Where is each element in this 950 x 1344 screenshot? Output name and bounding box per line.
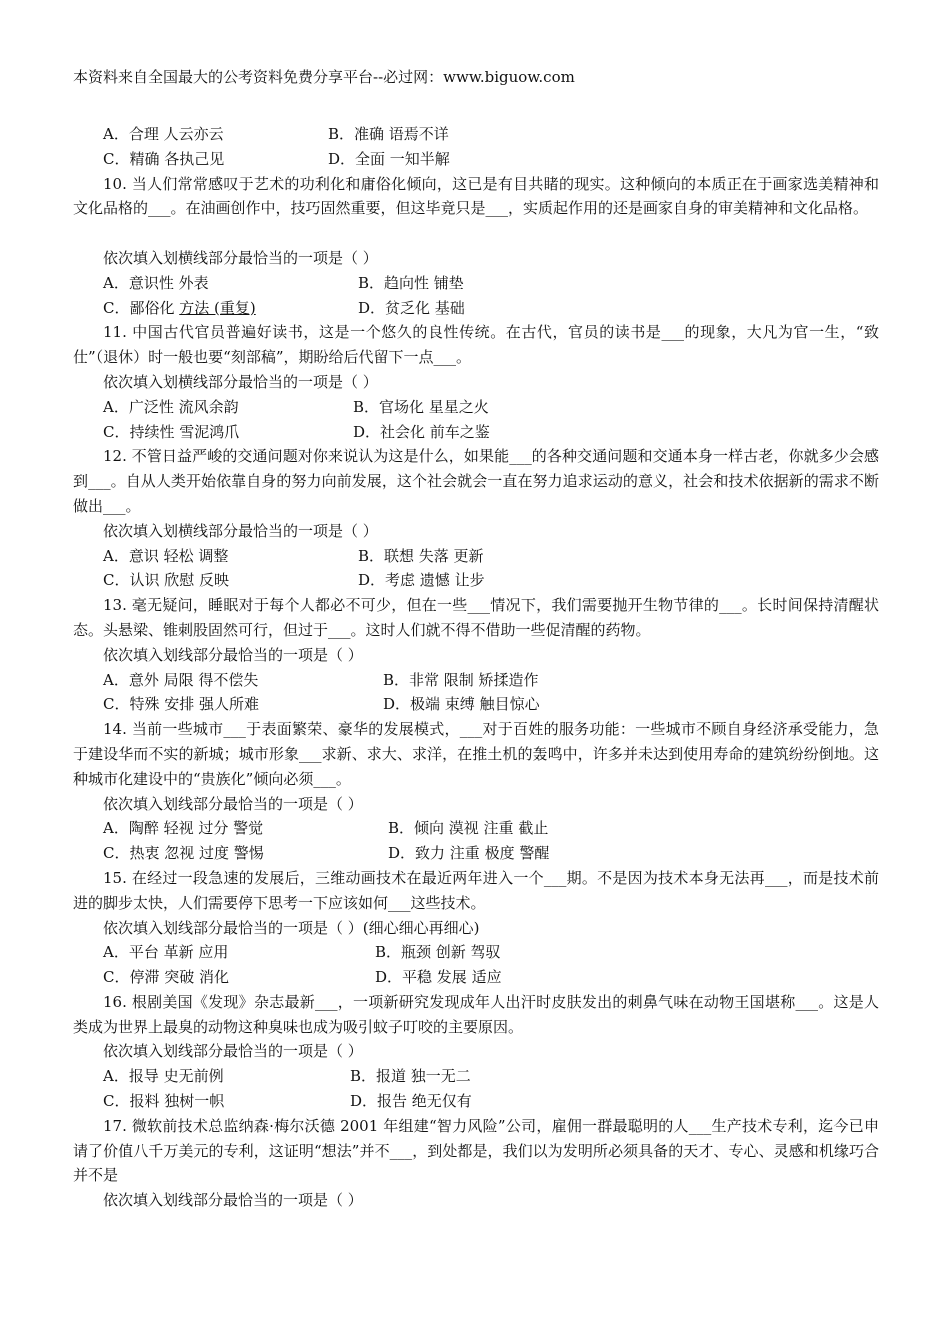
- answer-option: D．社会化 前车之鉴: [353, 422, 490, 441]
- answer-option: B．报道 独一无二: [350, 1067, 471, 1086]
- answer-option: A．合理 人云亦云: [103, 125, 224, 143]
- option-row: [73, 692, 879, 717]
- answer-option: B．联想 失落 更新: [358, 546, 484, 565]
- question-prompt: 依次填入划线部分最恰当的一项是（ ）(细心细心再细心): [103, 918, 480, 937]
- page-header: 本资料来自全国最大的公考资料免费分享平台--必过网：www.biguow.com: [73, 68, 575, 86]
- question-text: 15. 在经过一段急速的发展后，三维动画技术在最近两年进入一个___期。不是因为技术本身无法再___，而是技术前进的脚步太快，人们需要停下思考一下应该如何___这些技术。: [73, 868, 879, 912]
- question-text: 10. 当人们常常感叹于艺术的功利化和庸俗化倾向，这已是有目共睹的现实。这种倾向的本质正在于画家选美精神和文化品格的___。在油画创作中，技巧固然重要，但这毕竟只是___，实质起作用的还是画家自身的审美精神和文化品格。: [73, 174, 879, 218]
- option-row: [73, 1089, 879, 1114]
- question-text: 11. 中国古代官员普遍好读书，这是一个悠久的良性传统。在古代，官员的读书是___的现象，大凡为官一生，“致仕”（退休）时一般也要“刻部稿”，期盼给后代留下一点___。: [73, 323, 879, 367]
- underlined-answer: 方法 (重复): [179, 298, 256, 317]
- question-prompt: 依次填入划线部分最恰当的一项是（ ）: [103, 794, 363, 813]
- answer-option: C．精确 各执己见: [103, 149, 225, 168]
- answer-option: D．极端 束缚 触目惊心: [383, 695, 540, 714]
- option-row: [73, 544, 879, 569]
- question-prompt: 依次填入划横线部分最恰当的一项是（ ）: [103, 372, 378, 391]
- answer-option: C．认识 欣慰 反映: [103, 571, 230, 590]
- question-text: 17. 微软前技术总监纳森·梅尔沃德 2001 年组建“智力风险”公司，雇佣一群最聪明的人___生产技术专利，迄今已申请了价值八千万美元的专利，这证明“想法”并不___，到处都是，我们以为发明所必须具备的天才、专心、灵感和机缘巧合并不是: [73, 1116, 879, 1185]
- question-prompt: 依次填入划横线部分最恰当的一项是（ ）: [103, 521, 378, 540]
- answer-option: C．鄙俗化 方法 (重复): [103, 298, 256, 317]
- option-row: [73, 568, 879, 593]
- answer-option: D．报告 绝无仅有: [350, 1092, 472, 1111]
- answer-option: C．报料 独树一帜: [103, 1092, 225, 1111]
- option-row: [73, 122, 879, 147]
- document-body: [73, 122, 879, 1213]
- answer-option: D．考虑 遗憾 让步: [358, 571, 485, 590]
- question-text: 16. 根剧美国《发现》杂志最新___，一项新研究发现成年人出汗时皮肤发出的刺鼻气味在动物王国堪称___。这是人类成为世界上最臭的动物这种臭味也成为吸引蚊子叮咬的主要原因。: [73, 992, 879, 1036]
- question-prompt: 依次填入划线部分最恰当的一项是（ ）: [103, 645, 363, 664]
- answer-option: C．持续性 雪泥鸿爪: [103, 422, 240, 441]
- answer-option: A．意外 局限 得不偿失: [103, 670, 259, 689]
- answer-option: B．非常 限制 矫揉造作: [383, 670, 539, 689]
- option-row: [73, 940, 879, 965]
- answer-option: B．倾向 漠视 注重 截止: [388, 819, 549, 838]
- option-row: [73, 147, 879, 172]
- option-row: [73, 271, 879, 296]
- question-prompt: 依次填入划线部分最恰当的一项是（ ）: [103, 1042, 363, 1061]
- answer-option: C．特殊 安排 强人所难: [103, 695, 260, 714]
- option-row: [73, 668, 879, 693]
- option-row: [73, 965, 879, 990]
- question-text: 14. 当前一些城市___于表面繁荣、豪华的发展模式，___对于百姓的服务功能：一些城市不顾自身经济承受能力，急于建设华而不实的新城；城市形象___求新、求大、求洋，在推土机的轰鸣中，许多并未达到使用寿命的建筑纷纷倒地。这种城市化建设中的“贵族化”倾向必须___。: [73, 720, 879, 788]
- option-row: [73, 841, 879, 866]
- answer-option: A．报导 史无前例: [103, 1067, 224, 1086]
- option-row: [73, 816, 879, 841]
- option-row: [73, 395, 879, 420]
- question-text: 12. 不管日益严峻的交通问题对你来说认为这是什么，如果能___的各种交通问题和交通本身一样古老，你就多少会感到___。自从人类开始依靠自身的努力向前发展，这个社会就会一直在努力追求运动的意义，社会和技术依据新的需求不断做出___。: [73, 447, 879, 515]
- answer-option: D．致力 注重 极度 警醒: [388, 844, 550, 863]
- answer-option: A．陶醉 轻视 过分 警觉: [103, 819, 264, 838]
- answer-option: A．平台 革新 应用: [103, 943, 229, 962]
- answer-option: D．全面 一知半解: [328, 149, 450, 168]
- question-prompt: 依次填入划线部分最恰当的一项是（ ）: [103, 1191, 363, 1210]
- answer-option: C．热衷 忽视 过度 警惕: [103, 844, 264, 863]
- answer-option: A．广泛性 流风余韵: [103, 397, 239, 416]
- question-text: 13. 毫无疑问，睡眠对于每个人都必不可少，但在一些___情况下，我们需要抛开生物节律的___。长时间保持清醒状态。头悬梁、锥刺股固然可行，但过于___。这时人们就不得不借助一些促清醒的药物。: [73, 596, 879, 639]
- answer-option: D．平稳 发展 适应: [375, 968, 502, 987]
- question-prompt: 依次填入划横线部分最恰当的一项是（ ）: [103, 248, 378, 267]
- answer-option: B．趋向性 铺垫: [358, 273, 464, 292]
- answer-option: A．意识 轻松 调整: [103, 546, 229, 565]
- answer-option: B．官场化 星星之火: [353, 397, 489, 416]
- answer-option: C．停滞 突破 消化: [103, 968, 230, 987]
- answer-option: D．贫乏化 基础: [358, 298, 465, 317]
- option-row: [73, 420, 879, 445]
- option-row: [73, 296, 879, 321]
- answer-option: A．意识性 外表: [103, 273, 209, 292]
- option-row: [73, 1064, 879, 1089]
- answer-option: B．瓶颈 创新 驾驭: [375, 943, 501, 962]
- answer-option: B．准确 语焉不详: [328, 125, 449, 143]
